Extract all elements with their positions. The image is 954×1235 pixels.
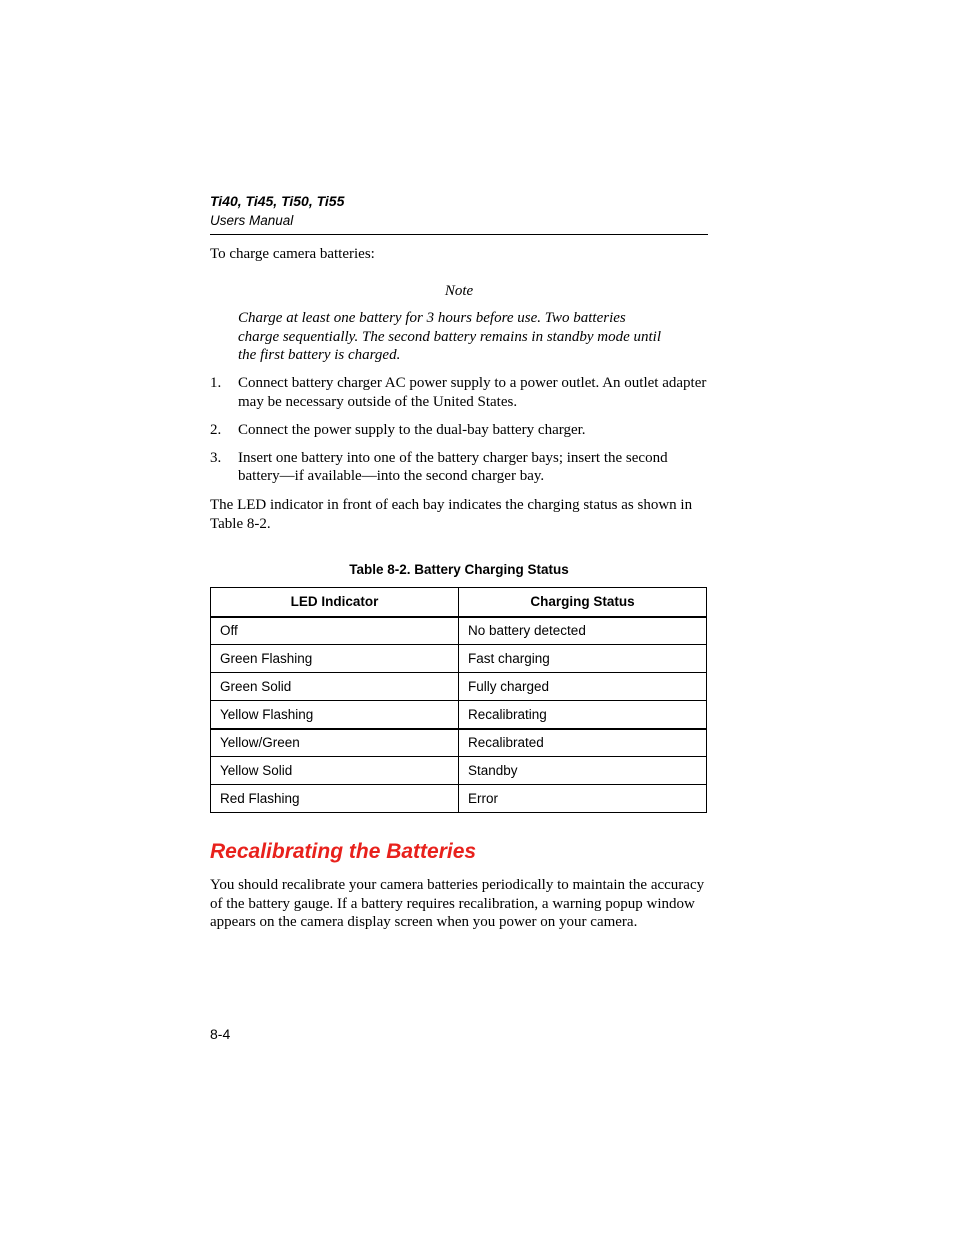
status-cell: No battery detected — [459, 617, 707, 645]
step-item — [210, 421, 708, 440]
table-row — [211, 729, 707, 757]
table-row — [211, 617, 707, 645]
manual-subtitle: Users Manual — [210, 213, 294, 228]
step-text: Connect the power supply to the dual-bay battery charger. — [238, 421, 586, 438]
table-row — [211, 673, 707, 701]
intro-text: To charge camera batteries: — [210, 246, 375, 262]
table-row — [211, 785, 707, 813]
led-cell: Yellow/Green — [211, 729, 459, 757]
manual-title: Ti40, Ti45, Ti50, Ti55 — [210, 193, 345, 209]
header-rule — [210, 234, 708, 235]
status-cell: Fully charged — [459, 673, 707, 701]
led-paragraph: The LED indicator in front of each bay indicates the charging status as shown in Table 8-2. — [210, 497, 693, 532]
note-label: Note — [444, 283, 474, 299]
table-caption: Table 8-2. Battery Charging Status — [349, 562, 569, 577]
step-number: 2. — [210, 421, 222, 438]
step-number: 1. — [210, 375, 222, 391]
document-page — [210, 0, 708, 1235]
step-number: 3. — [210, 449, 222, 466]
led-cell: Off — [211, 617, 459, 645]
led-cell: Yellow Solid — [211, 757, 459, 785]
status-cell: Recalibrated — [459, 729, 707, 757]
section-heading: Recalibrating the Batteries — [210, 840, 477, 863]
page-number: 8-4 — [210, 1026, 231, 1042]
table-row — [211, 701, 707, 729]
note-text: Charge at least one battery for 3 hours before use. Two batteries charge sequentially. The second battery remains in standby mode until the first battery is charged. — [238, 310, 661, 363]
battery-status-table — [210, 587, 707, 813]
table-header-row — [211, 588, 707, 617]
status-cell: Recalibrating — [459, 701, 707, 729]
led-cell: Yellow Flashing — [211, 701, 459, 729]
recalibration-paragraph: You should recalibrate your camera batteries periodically to maintain the accuracy of the battery gauge. If a battery requires recalibration, a warning popup window appears on the camera display screen when you power on your camera. — [210, 877, 705, 930]
table-row — [211, 645, 707, 673]
step-item — [210, 374, 708, 411]
step-text: Connect battery charger AC power supply to a power outlet. An outlet adapter may be necessary outside of the United States. — [238, 375, 707, 410]
status-cell: Error — [459, 785, 707, 813]
steps-list — [210, 374, 708, 495]
step-text: Insert one battery into one of the battery charger bays; insert the second battery—if available—into the second charger bay. — [238, 449, 668, 484]
status-cell: Fast charging — [459, 645, 707, 673]
step-item — [210, 449, 708, 486]
status-cell: Standby — [459, 757, 707, 785]
table-row — [211, 757, 707, 785]
table-header-led: LED Indicator — [211, 588, 459, 617]
led-cell: Red Flashing — [211, 785, 459, 813]
led-cell: Green Solid — [211, 673, 459, 701]
table-header-status: Charging Status — [459, 588, 707, 617]
led-cell: Green Flashing — [211, 645, 459, 673]
